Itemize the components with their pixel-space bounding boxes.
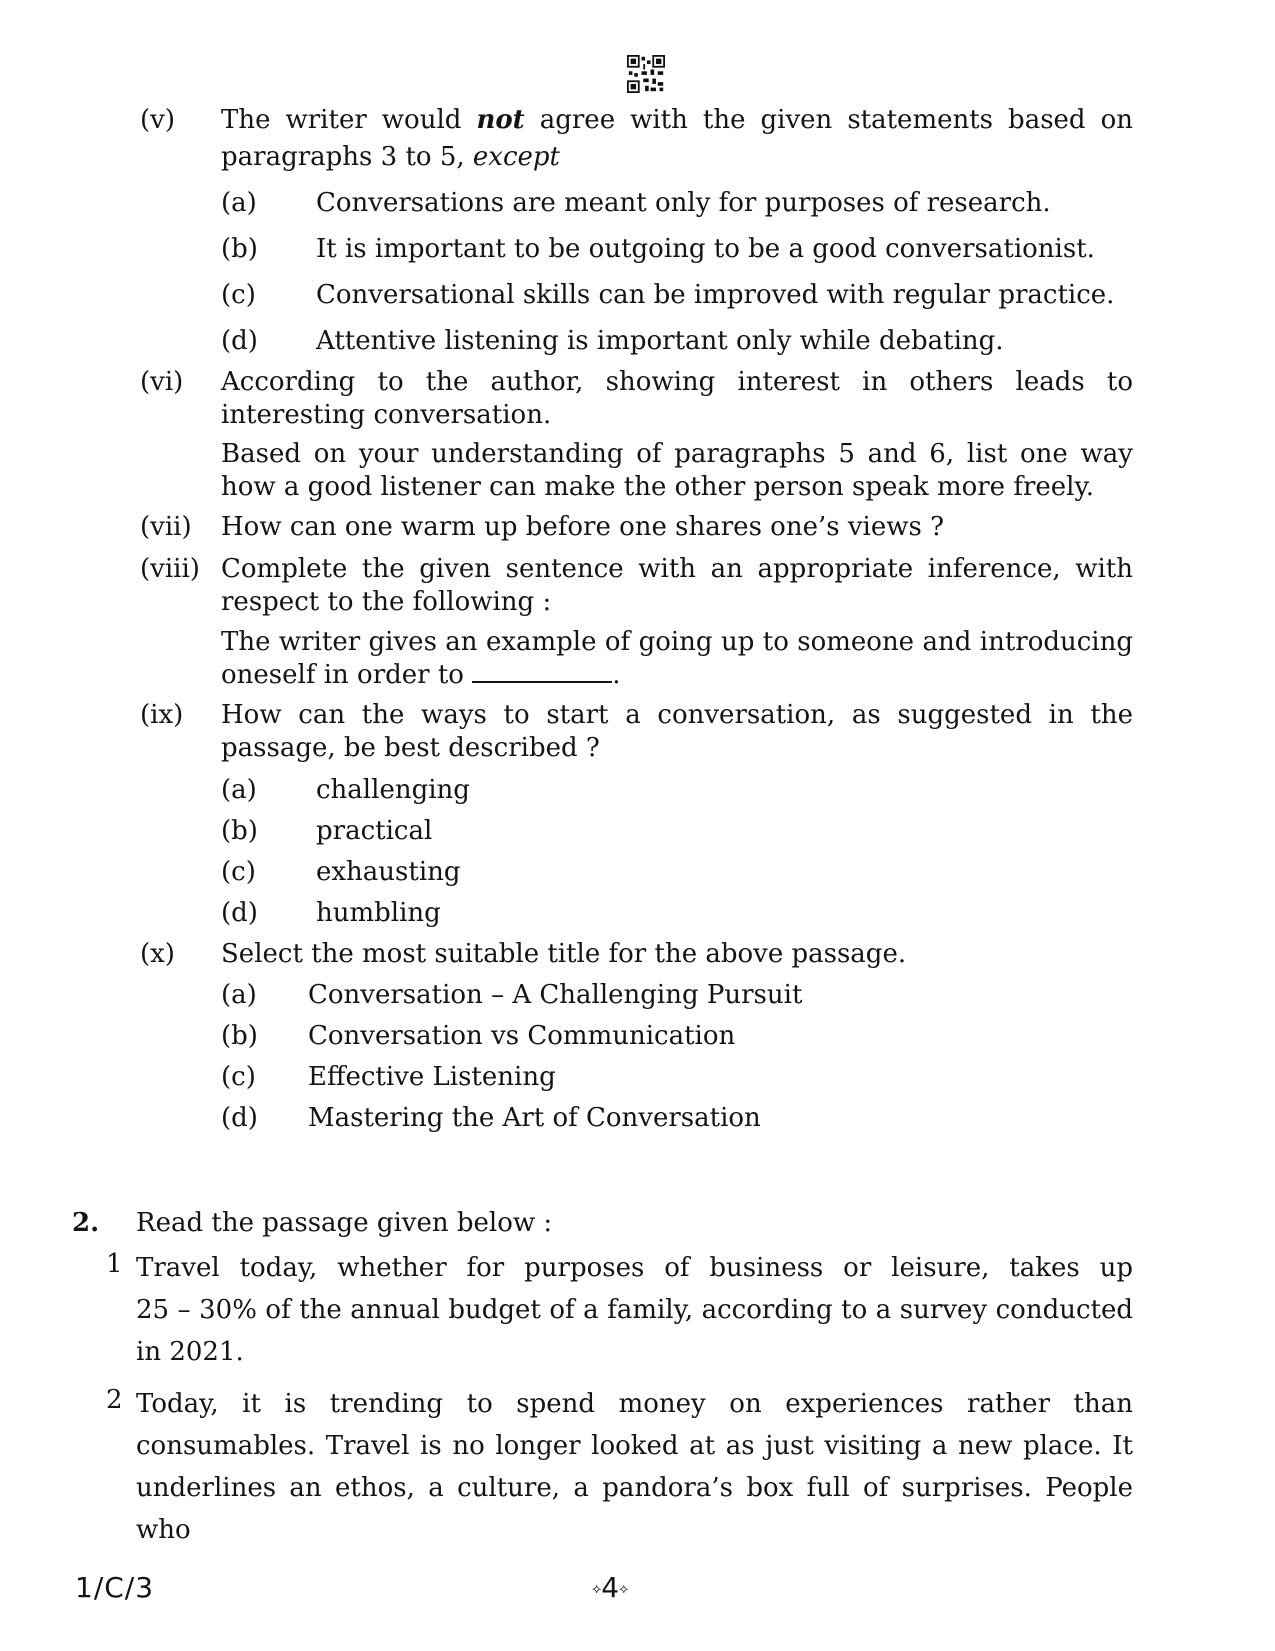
option-text: Conversational skills can be improved with regular practice. bbox=[316, 280, 1115, 310]
option-label: (d) bbox=[221, 1103, 258, 1133]
paragraph-line: underlines an ethos, a culture, a pandora’s box full of surprises. People who bbox=[136, 1473, 1133, 1545]
question-number: (viii) bbox=[140, 554, 200, 584]
paragraph-number: 1 bbox=[106, 1249, 123, 1279]
option-label: (b) bbox=[221, 1021, 258, 1051]
question-text-line4 bbox=[221, 658, 1133, 692]
question-text-line2: interesting conversation. bbox=[221, 400, 552, 430]
option-text: Attentive listening is important only while debating. bbox=[316, 326, 1004, 356]
option-text: exhausting bbox=[316, 857, 461, 887]
option-label: (c) bbox=[221, 1062, 256, 1092]
question-text-line2: passage, be best described ? bbox=[221, 733, 600, 763]
paragraph-number: 2 bbox=[106, 1385, 123, 1415]
question-text-line2 bbox=[221, 140, 1133, 174]
question-text-line1: How can the ways to start a conversation, as suggested in the bbox=[221, 700, 1133, 730]
question-text-line1: According to the author, showing interest in others leads to bbox=[221, 367, 1133, 397]
option-text: practical bbox=[316, 816, 433, 846]
question-number: (v) bbox=[140, 105, 175, 135]
question-number: (ix) bbox=[140, 700, 184, 730]
italic-text: except bbox=[472, 142, 560, 172]
paragraph-line: 25 – 30% of the annual budget of a family, according to a survey conducted bbox=[136, 1295, 1133, 1325]
ornament-left-icon: ⟡ bbox=[592, 1581, 602, 1597]
option-label: (a) bbox=[221, 775, 257, 805]
text-segment: oneself in order to bbox=[221, 660, 464, 690]
question-text-line1: How can one warm up before one shares one’s views ? bbox=[221, 512, 945, 542]
page-number-text: 4 bbox=[601, 1571, 620, 1604]
question-text-line3: Based on your understanding of paragraphs 5 and 6, list one way bbox=[221, 439, 1133, 469]
option-label: (c) bbox=[221, 857, 256, 887]
option-text: Conversation vs Communication bbox=[308, 1021, 736, 1051]
qr-code-icon bbox=[627, 55, 665, 93]
question-text-line1: Complete the given sentence with an appropriate inference, with bbox=[221, 554, 1133, 584]
question-text-line4: how a good listener can make the other person speak more freely. bbox=[221, 472, 1094, 502]
emphasis-text: not bbox=[476, 105, 525, 135]
option-label: (b) bbox=[221, 816, 258, 846]
option-text: Conversations are meant only for purposes of research. bbox=[316, 188, 1051, 218]
option-text: Effective Listening bbox=[308, 1062, 556, 1092]
option-text: It is important to be outgoing to be a good conversationist. bbox=[316, 234, 1095, 264]
option-text: Conversation – A Challenging Pursuit bbox=[308, 980, 803, 1010]
question-number: (x) bbox=[140, 939, 175, 969]
option-label: (c) bbox=[221, 280, 256, 310]
option-label: (a) bbox=[221, 188, 257, 218]
text-segment: The writer would bbox=[221, 105, 462, 135]
text-segment: paragraphs 3 to 5, bbox=[221, 142, 465, 172]
question-text-line1 bbox=[221, 103, 1133, 137]
paragraph-line: in 2021. bbox=[136, 1337, 244, 1367]
option-label: (b) bbox=[221, 234, 258, 264]
option-label: (a) bbox=[221, 980, 257, 1010]
paragraph-line: Travel today, whether for purposes of business or leisure, takes up bbox=[136, 1253, 1133, 1283]
question-text-line3: The writer gives an example of going up to someone and introducing bbox=[221, 627, 1133, 657]
ornament-right-icon: ⟡ bbox=[619, 1581, 629, 1597]
page-number bbox=[592, 1571, 628, 1606]
text-segment: agree with the given statements based on bbox=[539, 105, 1133, 135]
option-text: challenging bbox=[316, 775, 470, 805]
option-text: Mastering the Art of Conversation bbox=[308, 1103, 761, 1133]
question-text-line2: respect to the following : bbox=[221, 587, 552, 617]
question-number: (vi) bbox=[140, 367, 184, 397]
paragraph-line: consumables. Travel is no longer looked at as just visiting a new place. It bbox=[136, 1431, 1133, 1461]
option-label: (d) bbox=[221, 326, 258, 356]
question-2-heading: Read the passage given below : bbox=[136, 1208, 553, 1238]
question-2-number: 2. bbox=[72, 1208, 100, 1238]
option-text: humbling bbox=[316, 898, 441, 928]
question-text-line1: Select the most suitable title for the above passage. bbox=[221, 939, 907, 969]
question-number: (vii) bbox=[140, 512, 192, 542]
answer-blank bbox=[472, 659, 612, 683]
paragraph-line: Today, it is trending to spend money on experiences rather than bbox=[136, 1389, 1133, 1419]
paper-code: 1/C/3 bbox=[75, 1571, 155, 1604]
option-label: (d) bbox=[221, 898, 258, 928]
text-segment: . bbox=[612, 660, 621, 690]
